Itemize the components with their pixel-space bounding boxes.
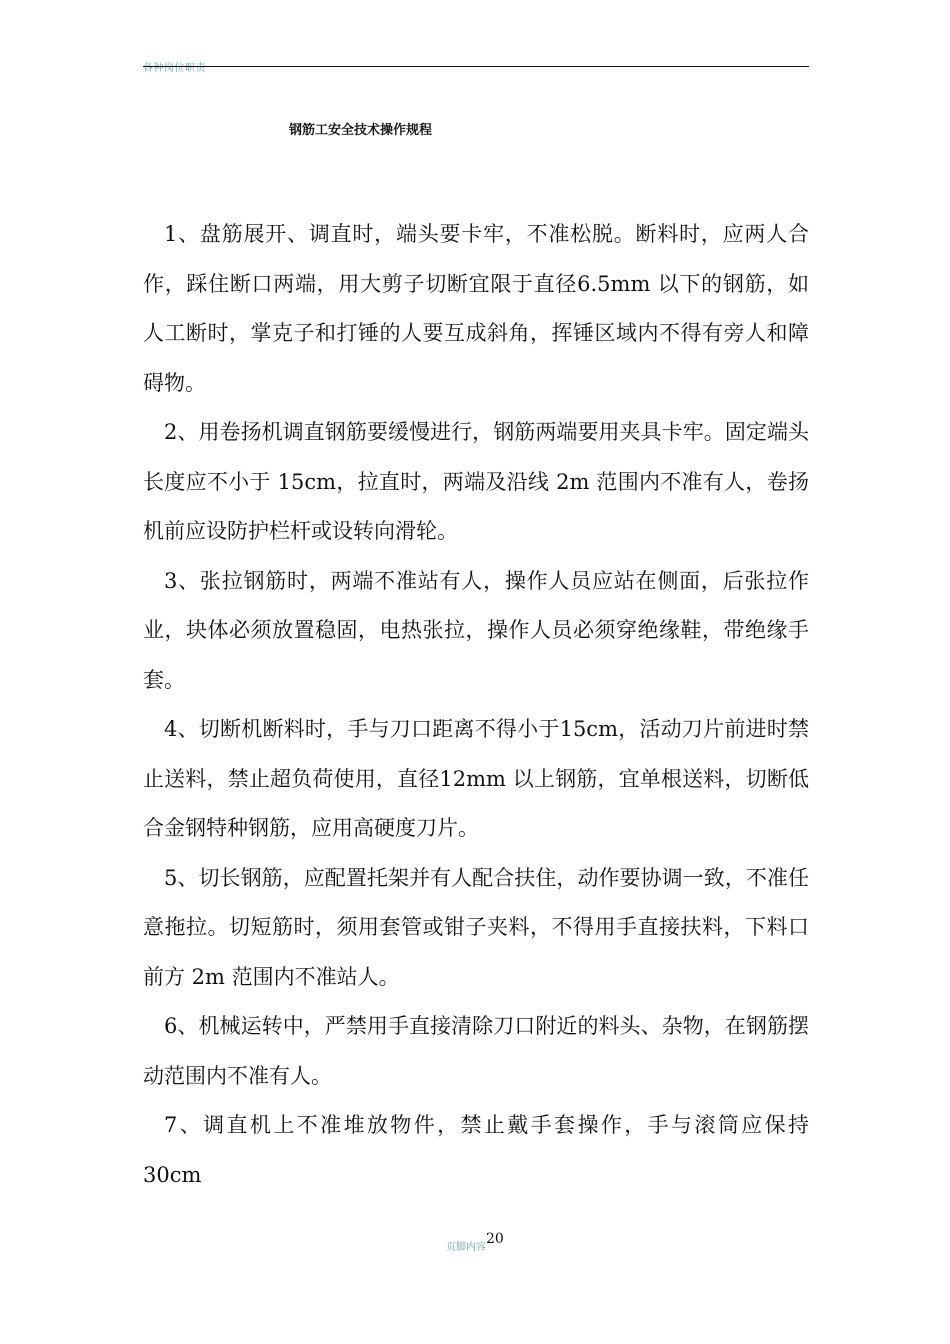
paragraph-3: 3、张拉钢筋时，两端不准站有人，操作人员应站在侧面，后张拉作业，块体必须放置稳固，电热张拉，操作人员必须穿绝缘鞋，带绝缘手套。 [143, 568, 809, 692]
paragraph-6: 6、机械运转中，严禁用手直接清除刀口附近的料头、杂物，在钢筋摆动范围内不准有人。 [143, 1014, 809, 1088]
paragraph-2: 2、用卷扬机调直钢筋要缓慢进行，钢筋两端要用夹具卡牢。固定端头长度应不小于 15cm，拉直时，两端及沿线 2m 范围内不准有人，卷扬机前应设防护栏杆或设转向滑轮。 [143, 420, 809, 543]
page-footer [446, 1231, 504, 1253]
paragraph-7: 7、调直机上不准堆放物件，禁止戴手套操作，手与滚筒应保持 30cm [143, 1113, 809, 1187]
header-divider [143, 66, 809, 67]
paragraph-5: 5、切长钢筋，应配置托架并有人配合扶住，动作要协调一致，不准任意拖拉。切短筋时，须用套管或钳子夹料，不得用手直接扶料，下料口前方 2m 范围内不准站人。 [143, 865, 809, 989]
document-title: 钢筋工安全技术操作规程 [289, 123, 433, 138]
paragraph-1: 1、盘筋展开、调直时，端头要卡牢，不准松脱。断料时，应两人合作，踩住断口两端，用大剪子切断宜限于直径6.5mm 以下的钢筋，如人工断时，掌克子和打锤的人要互成斜角，挥锤区域内不得有旁人和障碍物。 [143, 222, 809, 395]
running-header: 各种岗位职责 [143, 63, 206, 74]
footer-label: 页脚内容 [446, 1242, 486, 1253]
page-number: 20 [486, 1231, 504, 1247]
paragraph-4: 4、切断机断料时，手与刀口距离不得小于15cm，活动刀片前进时禁止送料，禁止超负荷使用，直径12mm 以上钢筋，宜单根送料，切断低合金钢特种钢筋，应用高硬度刀片。 [143, 717, 809, 840]
document-body [143, 210, 809, 1200]
